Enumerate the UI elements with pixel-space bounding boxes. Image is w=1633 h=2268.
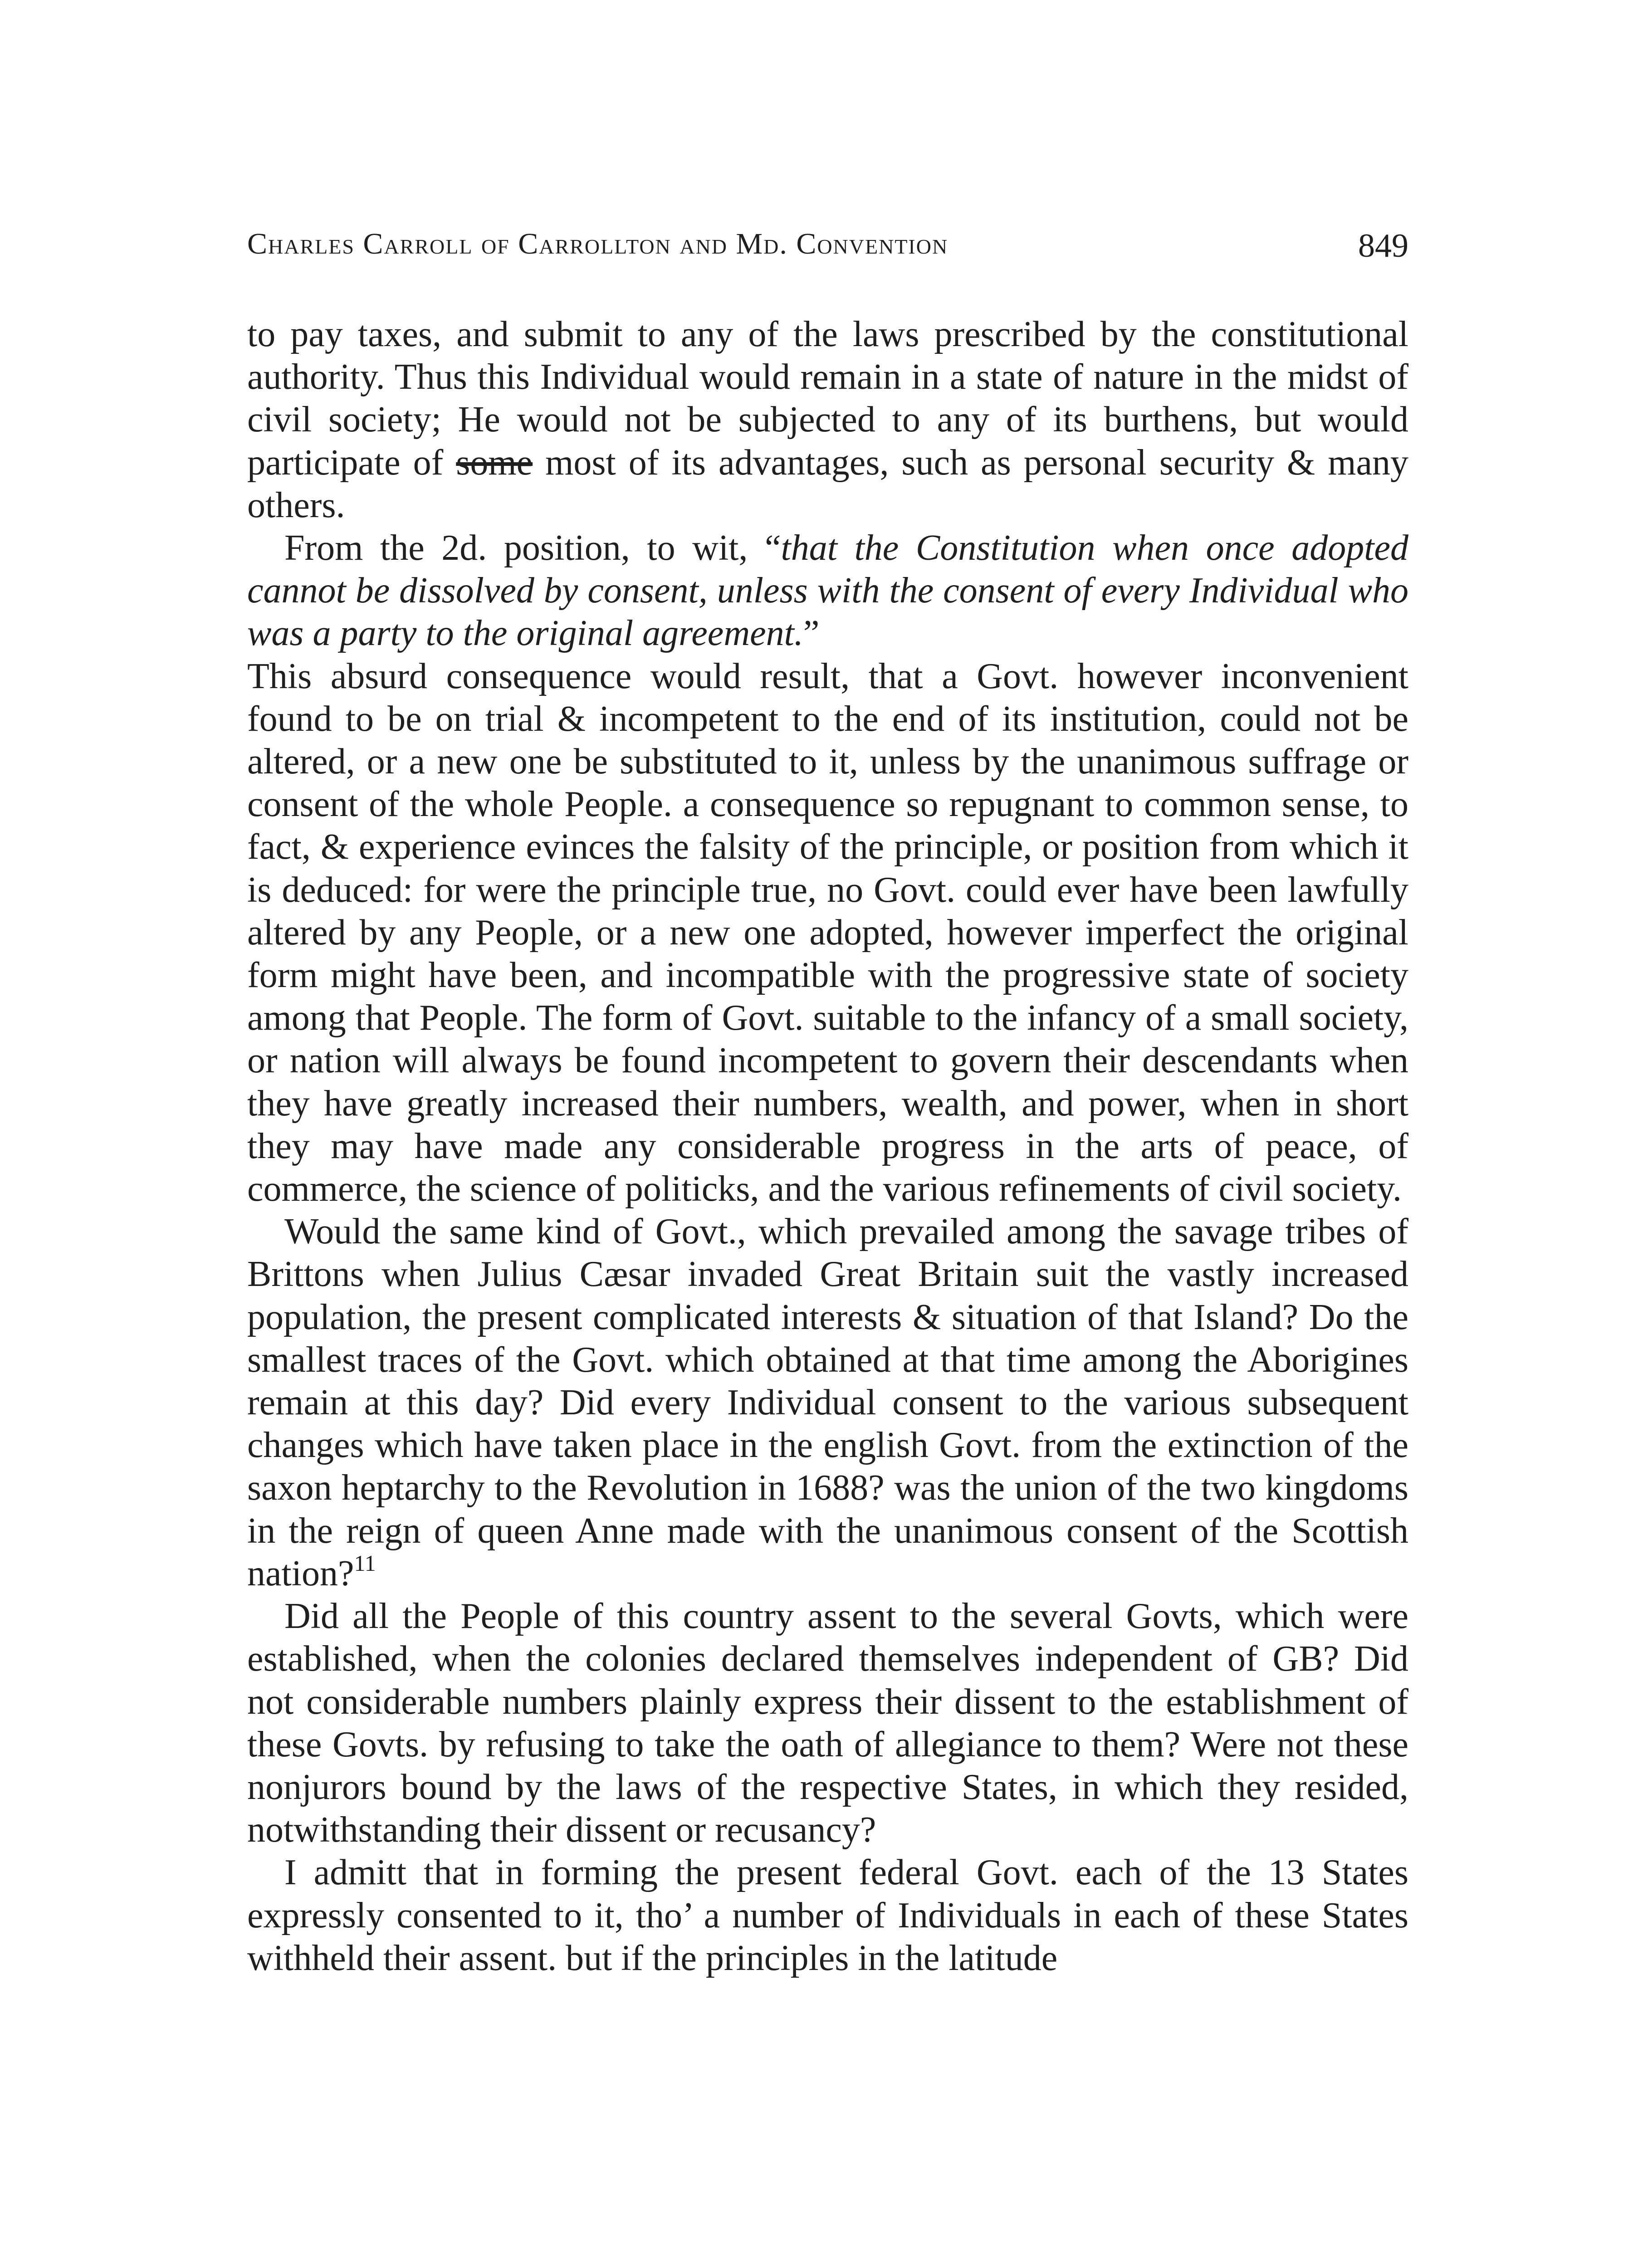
struck-word: some: [456, 442, 533, 483]
paragraph-4: [247, 1210, 1408, 1595]
running-head: [247, 227, 1408, 277]
paragraph-1-text-a: to pay taxes, and submit to any of the laws prescribed by the constitutional authority. Thus this Individual would remain in a state of nature in the midst of civil society; He would not be subjected to any of its burthens, but would participate of: [247, 314, 1408, 483]
paragraph-1: [247, 313, 1408, 527]
quoted-position: that the Constitution when once adopted cannot be dissolved by consent, unless with the consent of every Individual who was a party to the original agreement.: [247, 528, 1408, 654]
running-title: Charles Carroll of Carrollton and Md. Convention: [247, 227, 949, 260]
paragraph-5: Did all the People of this country assent to the several Govts, which were established, when the colonies declared themselves independent of GB? Did not considerable numbers plainly express their dissent to the establishment of these Govts. by refusing to take the oath of allegiance to them? Were not these nonjurors bound by the laws of the respective States, in which they resided, notwithstanding their dissent or recusancy?: [247, 1596, 1408, 1850]
paragraph-6: I admitt that in forming the present federal Govt. each of the 13 States expressly consented to it, tho’ a number of Individuals in each of these States withheld their assent. but if the principles in the latitude: [247, 1853, 1408, 1978]
paragraph-1-text-b: most of its advantages, such as personal security & many others.: [247, 442, 1409, 525]
paragraph-3: This absurd consequence would result, that a Govt. however inconvenient found to be on trial & incompetent to the end of its institution, could not be altered, or a new one be substituted to it, unless by the unanimous suffrage or consent of the whole People. a consequence so repugnant to common sense, to fact, & experience evinces the falsity of the principle, or position from which it is deduced: for were the principle true, no Govt. could ever have been lawfully altered by any People, or a new one adopted, however imperfect the original form might have been, and incompatible with the progressive state of society among that People. The form of Govt. suitable to the infancy of a small society, or nation will always be found incompetent to govern their descendants when they have greatly increased their numbers, wealth, and power, when in short they may have made any considerable progress in the arts of peace, of commerce, the science of politicks, and the various refinements of civil society.: [247, 656, 1408, 1209]
paragraph-4-text: Would the same kind of Govt., which prevailed among the savage tribes of Brittons when Julius Cæsar invaded Great Britain suit the vastly increased population, the present complicated interests & situation of that Island? Do the smallest traces of the Govt. which obtained at that time among the Aborigines remain at this day? Did every Individual consent to the various subsequent changes which have taken place in the english Govt. from the extinction of the saxon heptarchy to the Revolution in 1688? was the union of the two kingdoms in the reign of queen Anne made with the unanimous consent of the Scottish nation?: [247, 1212, 1408, 1593]
body-text: [247, 313, 1408, 1980]
paragraph-2: [247, 527, 1408, 655]
page-number: 849: [1358, 227, 1408, 264]
paragraph-2-close-quote: ”: [803, 613, 820, 654]
paragraph-2-lead: From the 2d. position, to wit, “: [284, 528, 781, 568]
footnote-reference: 11: [354, 1550, 376, 1576]
